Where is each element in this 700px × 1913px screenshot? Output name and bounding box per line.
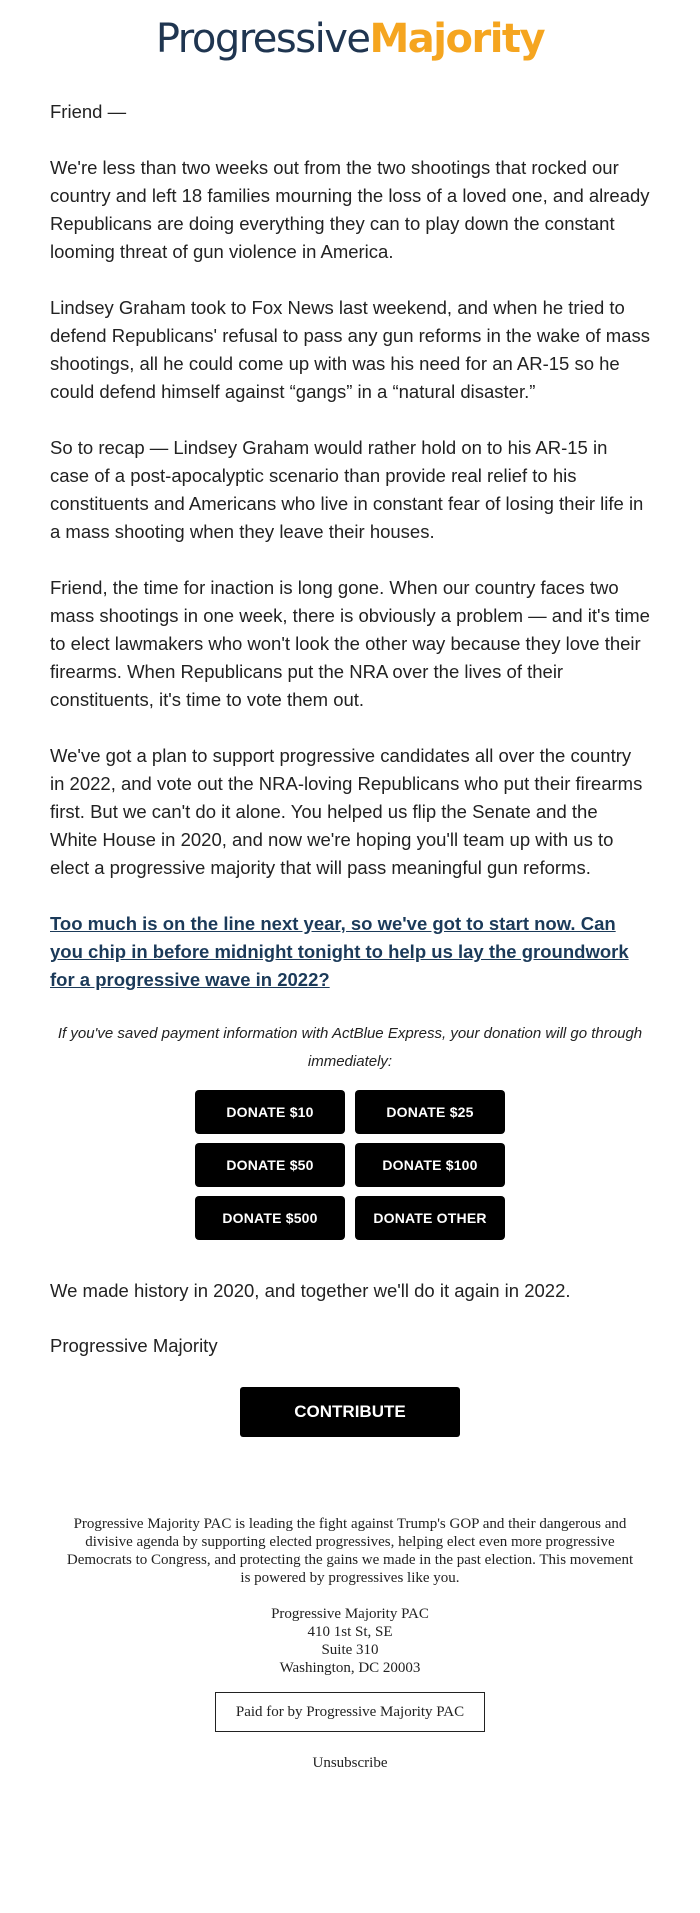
unsubscribe-link[interactable]: Unsubscribe	[312, 1755, 388, 1771]
donate-other-button[interactable]: DONATE OTHER	[355, 1196, 505, 1240]
closing-line: We made history in 2020, and together we'll do it again in 2022.	[50, 1280, 571, 1301]
address-line: Washington, DC 20003	[279, 1660, 421, 1676]
logo	[0, 12, 700, 66]
paragraph-1: We're less than two weeks out from the two shootings that rocked our country and left 18 families mourning the loss of a loved one, and already Republicans are doing everything they can to play down the constant looming threat of gun violence in America.	[50, 157, 650, 262]
address-line: Suite 310	[321, 1642, 379, 1658]
footer	[50, 1515, 650, 1772]
donate-100-button[interactable]: DONATE $100	[355, 1143, 505, 1187]
paragraph-4: Friend, the time for inaction is long gone. When our country faces two mass shootings in one week, there is obviously a problem — and it's time to elect lawmakers who won't look the other way because they love their firearms. When Republicans put the NRA over the lives of their constituents, it's time to vote them out.	[50, 577, 650, 710]
actblue-express-note: If you've saved payment information with ActBlue Express, your donation will go through immediately:	[57, 1025, 643, 1070]
footer-about: Progressive Majority PAC is leading the fight against Trump's GOP and their dangerous and divisive agenda by supporting elected progressives, helping elect even more progressive Democrats to Congress, and protecting the gains we made in the past election. This movement is powered by progressives like you.	[66, 1516, 634, 1586]
greeting: Friend —	[50, 101, 127, 122]
address-line: Progressive Majority PAC	[271, 1606, 429, 1622]
donate-10-button[interactable]: DONATE $10	[195, 1090, 345, 1134]
paragraph-2: Lindsey Graham took to Fox News last weekend, and when he tried to defend Republicans' refusal to pass any gun reforms in the wake of mass shootings, all he could come up with was his need for an AR-15 so he could defend himself against “gangs” in a “natural disaster.”	[50, 297, 650, 402]
email-body	[50, 98, 650, 1772]
logo-word-progressive: Progressive	[155, 16, 370, 62]
donate-25-button[interactable]: DONATE $25	[355, 1090, 505, 1134]
paragraph-5: We've got a plan to support progressive candidates all over the country in 2022, and vote out the NRA-loving Republicans who put their firearms first. But we can't do it alone. You helped us flip the Senate and the White House in 2020, and now we're hoping you'll team up with us to elect a progressive majority that will pass meaningful gun reforms.	[50, 745, 643, 878]
contribute-wrap	[50, 1387, 650, 1437]
contribute-button[interactable]: CONTRIBUTE	[240, 1387, 460, 1437]
signature: Progressive Majority	[50, 1335, 218, 1356]
logo-word-majority: Majority	[369, 16, 545, 62]
paid-for-disclaimer: Paid for by Progressive Majority PAC	[215, 1692, 485, 1732]
donate-cta-link[interactable]: Too much is on the line next year, so we've got to start now. Can you chip in before midnight tonight to help us lay the groundwork for a progressive wave in 2022?	[50, 913, 629, 990]
donate-button-grid	[50, 1090, 650, 1240]
donate-50-button[interactable]: DONATE $50	[195, 1143, 345, 1187]
paragraph-3: So to recap — Lindsey Graham would rather hold on to his AR-15 in case of a post-apocalyptic scenario than provide real relief to his constituents and Americans who live in constant fear of losing their life in a mass shooting when they leave their houses.	[50, 437, 644, 542]
address-line: 410 1st St, SE	[307, 1624, 393, 1640]
donate-500-button[interactable]: DONATE $500	[195, 1196, 345, 1240]
footer-address	[50, 1605, 650, 1677]
